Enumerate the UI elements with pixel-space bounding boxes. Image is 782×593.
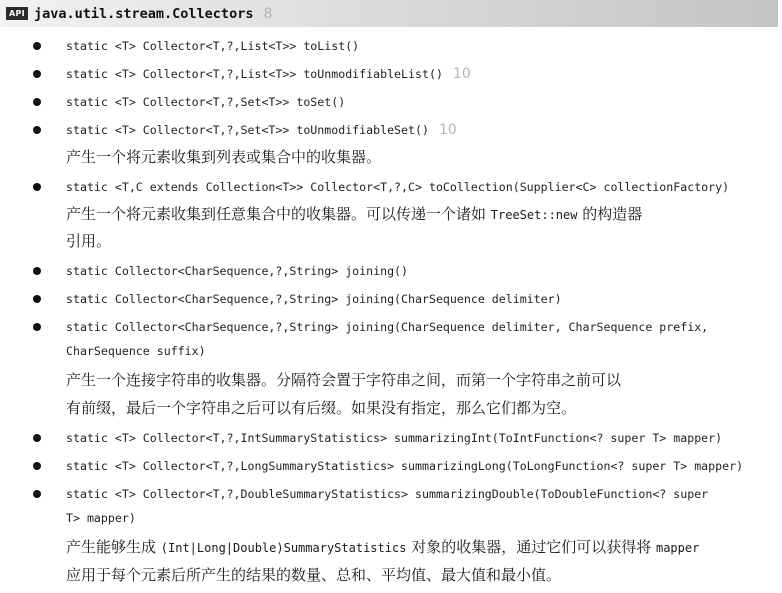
description-text: 有前缀，最后一个字符串之后可以有后缀。如果没有指定，那么它们都为空。: [66, 399, 577, 417]
bullet-icon: [33, 295, 41, 303]
method-signature-text: static <T> Collector<T,?,Set<T>> toUnmodifiableSet(): [66, 123, 429, 137]
bullet-icon: [33, 126, 41, 134]
since-version: 10: [438, 122, 457, 138]
since-version: 10: [452, 66, 471, 82]
code-reference: TreeSet::new: [490, 208, 578, 222]
bullet-icon: [33, 42, 41, 50]
api-badge: API: [6, 7, 28, 20]
method-signature: [66, 65, 471, 83]
bullet-icon: [33, 183, 41, 191]
method-signature-text: static <T> Collector<T,?,List<T>> toUnmodifiableList(): [66, 67, 443, 81]
api-class-name: java.util.stream.Collectors: [34, 5, 254, 22]
description-text: 产生一个将元素收集到列表或集合中的收集器。: [66, 148, 382, 166]
method-signature-text: T> mapper): [66, 511, 136, 525]
method-description: [66, 395, 576, 421]
method-signature: [66, 178, 729, 196]
bullet-icon: [33, 323, 41, 331]
method-signature-text: static <T> Collector<T,?,DoubleSummaryStatistics> summarizingDouble(ToDoubleFunction<? super: [66, 487, 709, 501]
method-signature: [66, 290, 562, 308]
method-signature-text: static <T,C extends Collection<T>> Collector<T,?,C> toCollection(Supplier<C> collectionFactory): [66, 180, 730, 194]
method-signature: [66, 429, 722, 447]
bullet-icon: [33, 98, 41, 106]
description-text: 的构造器: [577, 205, 643, 223]
method-description: [66, 562, 561, 588]
api-header: [0, 0, 778, 27]
method-signature-text: static Collector<CharSequence,?,String> joining(CharSequence delimiter): [66, 292, 562, 306]
bullet-icon: [33, 462, 41, 470]
description-text: 对象的收集器，通过它们可以获得将: [406, 538, 656, 556]
method-signature-continuation: [66, 509, 136, 527]
description-text: 应用于每个元素后所产生的结果的数量、总和、平均值、最大值和最小值。: [66, 566, 562, 584]
method-signature-text: static <T> Collector<T,?,Set<T>> toSet(): [66, 95, 346, 109]
code-reference: mapper: [655, 541, 700, 555]
method-description: [66, 201, 642, 228]
method-description: [66, 228, 111, 254]
method-signature-text: static <T> Collector<T,?,List<T>> toList(): [66, 39, 360, 53]
method-signature-continuation: [66, 342, 206, 360]
bullet-icon: [33, 434, 41, 442]
method-signature-text: static Collector<CharSequence,?,String> joining(CharSequence delimiter, CharSequence prefix,: [66, 320, 709, 334]
method-signature-text: static <T> Collector<T,?,IntSummaryStatistics> summarizingInt(ToIntFunction<? super T> mapper): [66, 431, 723, 445]
method-signature: [66, 37, 359, 55]
method-signature: [66, 457, 743, 475]
description-text: 引用。: [66, 232, 112, 250]
method-signature: [66, 318, 708, 336]
method-description: [66, 144, 381, 170]
method-description: [66, 367, 621, 393]
method-description: [66, 534, 699, 561]
code-reference: (Int|Long|Double)SummaryStatistics: [160, 541, 407, 555]
bullet-icon: [33, 490, 41, 498]
bullet-icon: [33, 267, 41, 275]
method-signature: [66, 121, 457, 139]
method-signature-text: CharSequence suffix): [66, 344, 206, 358]
method-signature-text: static Collector<CharSequence,?,String> joining(): [66, 264, 409, 278]
method-signature-text: static <T> Collector<T,?,LongSummaryStatistics> summarizingLong(ToLongFunction<? super T> mapper): [66, 459, 744, 473]
bullet-icon: [33, 70, 41, 78]
api-version: 8: [263, 5, 273, 22]
description-text: 产生一个连接字符串的收集器。分隔符会置于字符串之间，而第一个字符串之前可以: [66, 371, 622, 389]
method-signature: [66, 262, 408, 280]
method-signature: [66, 93, 345, 111]
description-text: 产生一个将元素收集到任意集合中的收集器。可以传递一个诸如: [66, 205, 491, 223]
method-signature: [66, 485, 708, 503]
description-text: 产生能够生成: [66, 538, 161, 556]
